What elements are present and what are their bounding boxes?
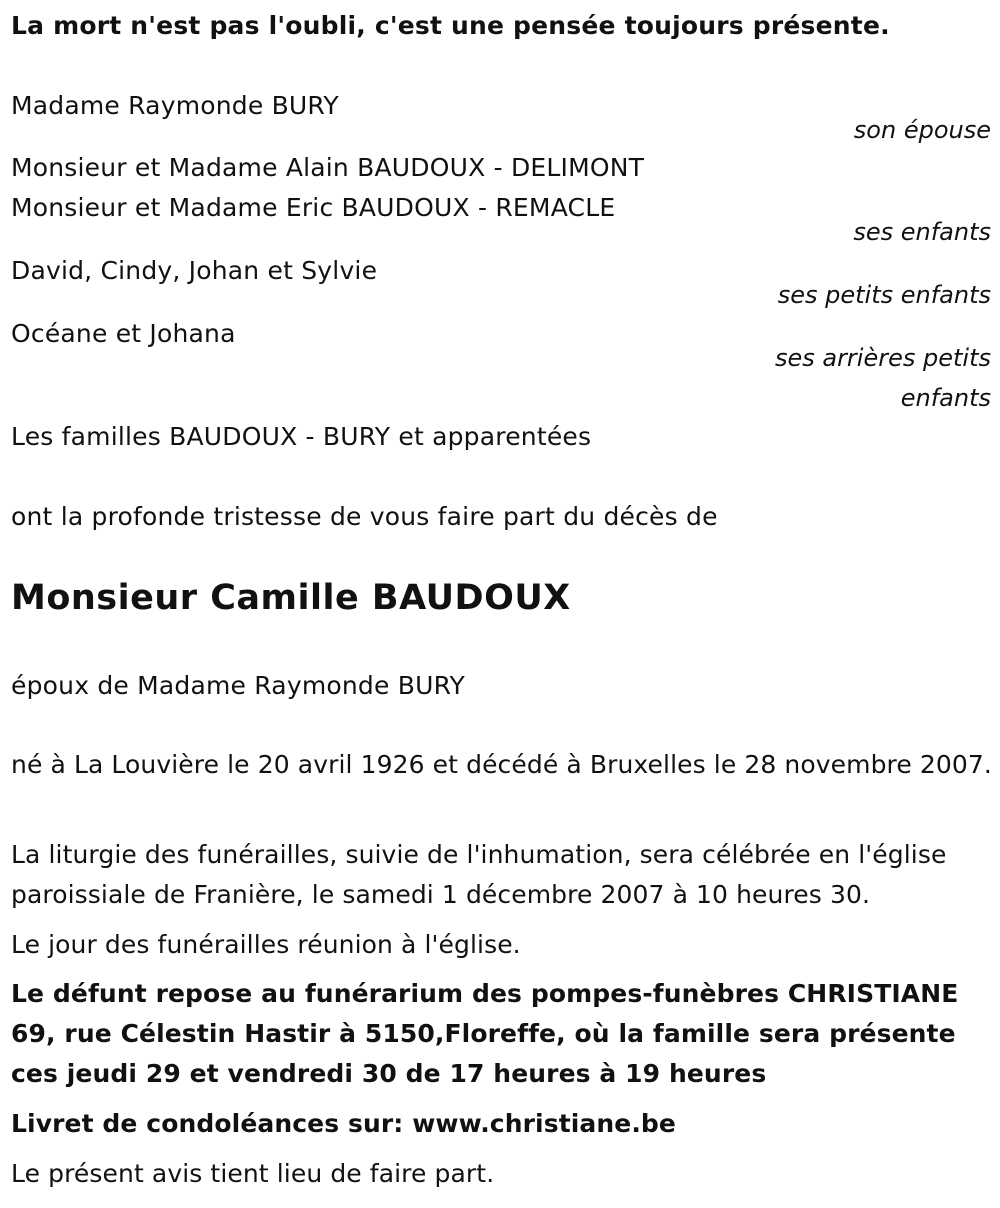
family-great-grandchildren-names: Océane et Johana [11, 319, 236, 348]
condolences: Livret de condoléances sur: www.christiane.be [11, 1109, 676, 1138]
spouse-of: époux de Madame Raymonde BURY [11, 671, 466, 700]
family-spouse-role: son épouse [853, 116, 991, 144]
motto: La mort n'est pas l'oubli, c'est une pensée toujours présente. [11, 11, 890, 40]
family-grandchildren-role: ses petits enfants [777, 281, 991, 309]
funerarium: Le défunt repose au funérarium des pompes-funèbres CHRISTIANE 69, rue Célestin Hastir à 5150,Floreffe, où la famille sera présente ces jeudi 29 et vendredi 30 de 17 heures à 19 heures [11, 979, 959, 1088]
family-children-role: ses enfants [853, 218, 991, 246]
family-spouse-name: Madame Raymonde BURY [11, 91, 339, 120]
meeting: Le jour des funérailles réunion à l'église. [11, 930, 521, 959]
liturgy: La liturgie des funérailles, suivie de l'inhumation, sera célébrée en l'église paroissiale de Franière, le samedi 1 décembre 2007 à 10 heures 30. [11, 840, 947, 909]
family-grandchildren-names: David, Cindy, Johan et Sylvie [11, 256, 378, 285]
closing: Le présent avis tient lieu de faire part. [11, 1159, 495, 1188]
deceased-name: Monsieur Camille BAUDOUX [11, 578, 571, 618]
family-great-grandchildren-role: ses arrières petits enfants [774, 344, 991, 412]
family-child-1: Monsieur et Madame Alain BAUDOUX - DELIMONT [11, 153, 645, 182]
birth-death: né à La Louvière le 20 avril 1926 et décédé à Bruxelles le 28 novembre 2007. [11, 750, 992, 779]
family-child-2: Monsieur et Madame Eric BAUDOUX - REMACLE [11, 193, 616, 222]
family-extended: Les familles BAUDOUX - BURY et apparentées [11, 422, 592, 451]
announcement: ont la profonde tristesse de vous faire part du décès de [11, 502, 718, 531]
